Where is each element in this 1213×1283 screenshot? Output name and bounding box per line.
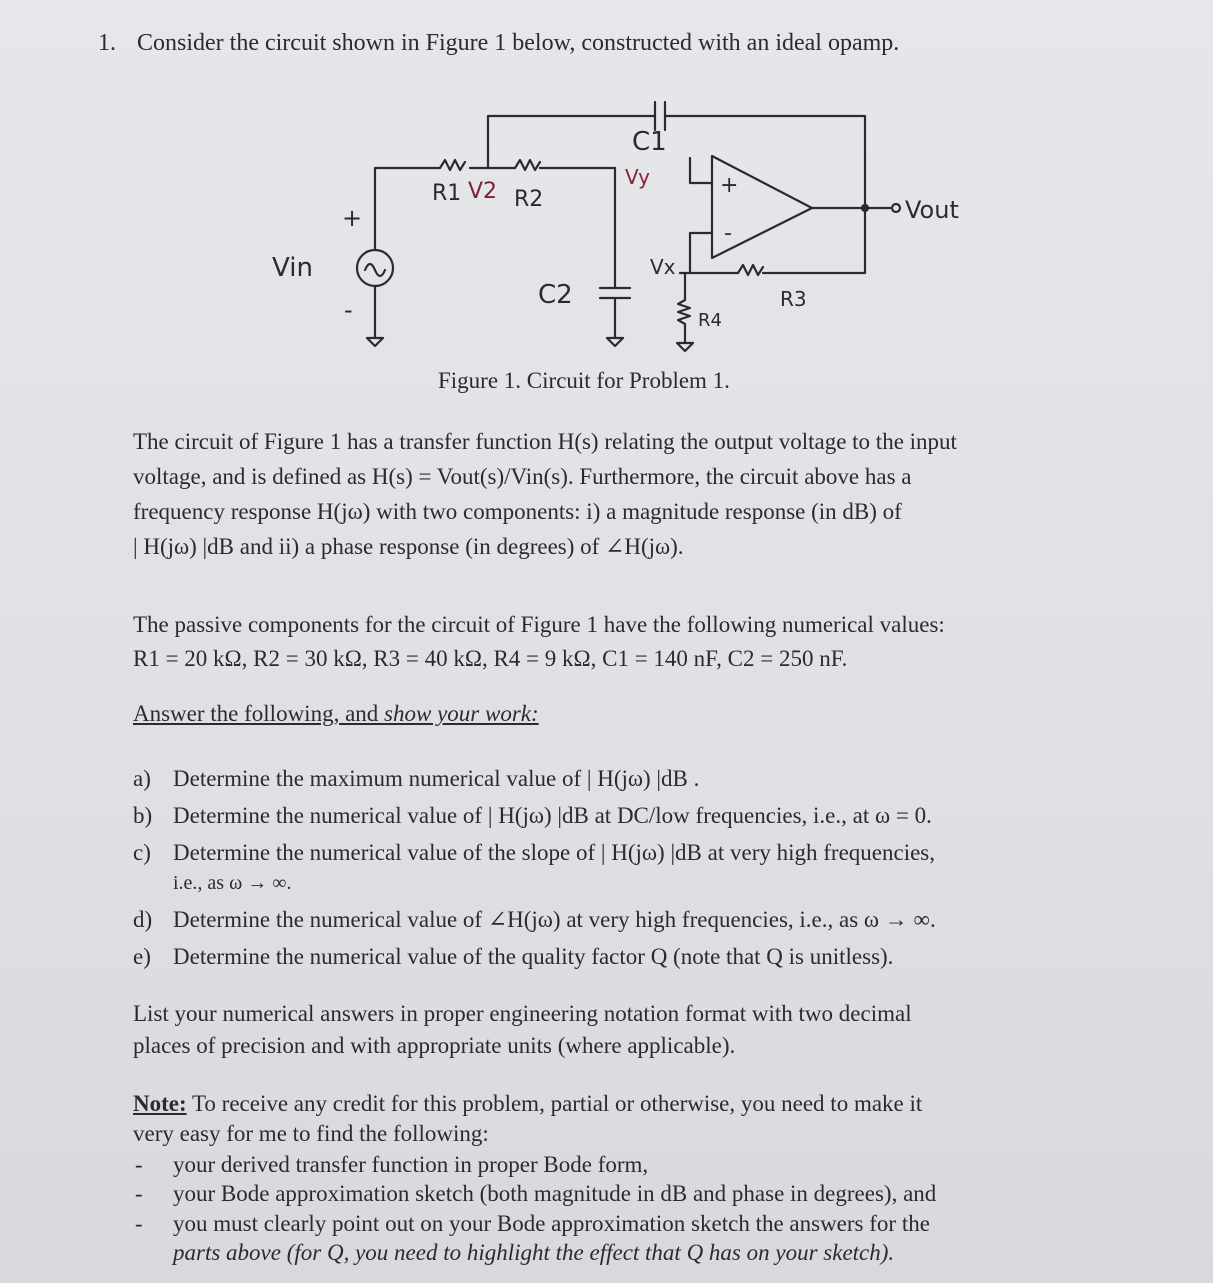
problem-intro: Consider the circuit shown in Figure 1 below, constructed with an ideal opamp. (137, 30, 900, 56)
label-opamp-minus: - (724, 221, 732, 246)
note-bullet-dash: - (135, 1152, 143, 1177)
para1-line4: | H(jω) |dB and ii) a phase response (in degrees) of ∠H(jω). (133, 534, 684, 559)
note-bullet: your Bode approximation sketch (both magnitude in dB and phase in degrees), and (173, 1181, 937, 1206)
question-c-cont (133, 866, 292, 900)
answer-heading-plain: Answer the following, and (133, 701, 385, 726)
wire (540, 168, 615, 253)
label-vin: Vin (272, 253, 313, 283)
para3-line1: List your numerical answers in proper engineering notation format with two decimal (133, 1001, 912, 1026)
question-text: Determine the numerical value of the quality factor Q (note that Q is unitless). (173, 944, 894, 969)
capacitor-c2 (600, 288, 630, 298)
question-text: Determine the numerical value of ∠H(jω) at very high frequencies, i.e., as ω → ∞. (173, 907, 936, 932)
label-r4: R4 (698, 310, 722, 331)
label-r3: R3 (780, 287, 807, 311)
note-text: To receive any credit for this problem, partial or otherwise, you need to make it (186, 1091, 923, 1116)
label-vy: Vy (625, 165, 650, 189)
ground-symbol-c2 (607, 298, 623, 346)
question-a (133, 762, 699, 796)
ground-symbol-source (367, 286, 383, 346)
question-text: Determine the numerical value of the slope of | H(jω) |dB at very high frequencies, (173, 840, 935, 865)
label-c1: C1 (632, 127, 667, 157)
question-text: Determine the maximum numerical value of | H(jω) |dB . (173, 766, 700, 791)
resistor-r3 (738, 265, 763, 275)
answer-heading-italic: show your work: (384, 701, 539, 726)
question-text: i.e., as ω → ∞. (173, 872, 292, 894)
output-terminal (892, 204, 900, 212)
resistor-r1 (440, 160, 465, 170)
label-r1: R1 (432, 181, 462, 206)
question-d (133, 903, 936, 937)
answer-heading (133, 697, 539, 731)
circuit-diagram (260, 88, 980, 368)
ground-symbol-r4 (677, 324, 693, 351)
para1-line2: voltage, and is defined as H(s) = Vout(s)/Vin(s). Furthermore, the circuit above has a (133, 464, 912, 489)
wire (690, 158, 712, 183)
question-letter: d) (133, 907, 153, 932)
problem-number: 1. (98, 30, 116, 56)
question-c (133, 836, 935, 870)
note-label: Note: (133, 1091, 187, 1116)
note-bullet: your derived transfer function in proper Bode form, (173, 1152, 649, 1177)
wire (665, 116, 865, 208)
figure-caption: Figure 1. Circuit for Problem 1. (438, 368, 730, 393)
para2-line2: R1 = 20 kΩ, R2 = 30 kΩ, R3 = 40 kΩ, R4 = 9 kΩ, C1 = 140 nF, C2 = 250 nF. (133, 646, 848, 671)
note-bullet: you must clearly point out on your Bode approximation sketch the answers for the (173, 1211, 930, 1236)
label-c2: C2 (538, 280, 573, 310)
resistor-r4 (678, 300, 690, 324)
capacitor-c1 (655, 102, 665, 130)
question-letter: b) (133, 803, 153, 828)
label-vx: Vx (650, 255, 676, 279)
wire (375, 168, 440, 250)
label-v2: V2 (468, 179, 498, 204)
label-source-plus: + (342, 204, 363, 232)
resistor-r2 (515, 160, 540, 170)
para2-line1: The passive components for the circuit of Figure 1 have the following numerical values: (133, 612, 945, 637)
wire (680, 233, 712, 273)
wire (763, 208, 865, 273)
label-opamp-plus: + (720, 173, 739, 198)
note-line2: very easy for me to find the following: (133, 1121, 489, 1146)
question-b (133, 799, 932, 833)
label-vout: Vout (905, 196, 959, 224)
note-bullet-cont: parts above (for Q, you need to highlight the effect that Q has on your sketch). (173, 1240, 895, 1265)
para1-line3: frequency response H(jω) with two components: i) a magnitude response (in dB) of (133, 499, 902, 524)
question-letter: c) (133, 840, 151, 865)
note-bullet-dash: - (135, 1181, 143, 1206)
note-line1 (133, 1087, 922, 1121)
question-letter: e) (133, 944, 151, 969)
wire (488, 116, 655, 168)
note-bullet-dash: - (135, 1211, 143, 1236)
para3-line2: places of precision and with appropriate units (where applicable). (133, 1033, 736, 1058)
question-letter: a) (133, 766, 151, 791)
ac-wave-symbol (365, 264, 385, 276)
question-e (133, 940, 893, 974)
question-text: Determine the numerical value of | H(jω) |dB at DC/low frequencies, i.e., at ω = 0. (173, 803, 932, 828)
label-source-minus: - (344, 296, 353, 324)
para1-line1: The circuit of Figure 1 has a transfer function H(s) relating the output voltage to the input (133, 429, 957, 454)
label-r2: R2 (514, 187, 544, 212)
